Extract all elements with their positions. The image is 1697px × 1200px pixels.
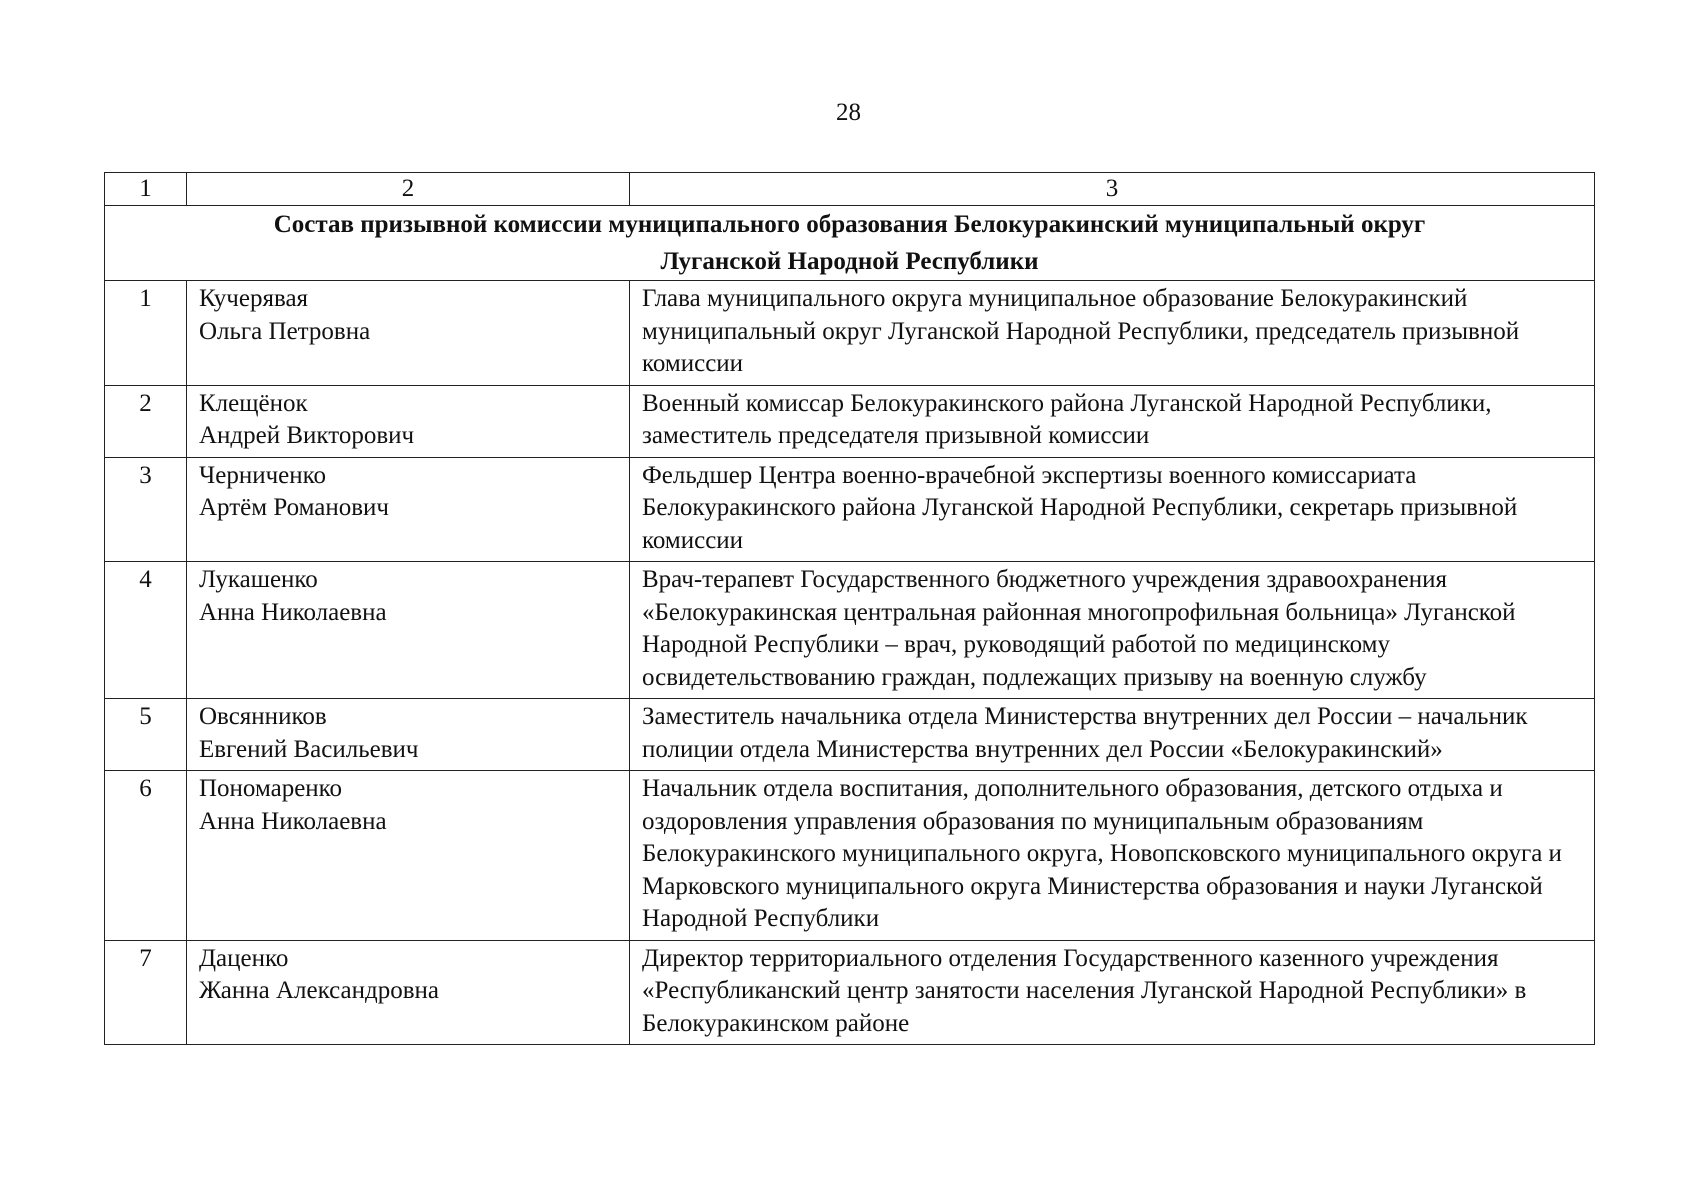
table-row bbox=[105, 385, 1595, 457]
table-row bbox=[105, 281, 1595, 386]
member-name bbox=[187, 457, 630, 562]
member-position: Военный комиссар Белокуракинского района Луганской Народной Республики, заместитель председателя призывной комиссии bbox=[630, 385, 1595, 457]
member-surname: Овсянников bbox=[199, 703, 327, 730]
column-number-2: 2 bbox=[187, 173, 630, 206]
member-position: Глава муниципального округа муниципальное образование Белокуракинский муниципальный округ Луганской Народной Республики, председатель призывной комиссии bbox=[630, 281, 1595, 386]
member-position: Директор территориального отделения Государственного казенного учреждения «Республиканский центр занятости населения Луганской Народной Республики» в Белокуракинском районе bbox=[630, 940, 1595, 1045]
member-given-names: Анна Николаевна bbox=[199, 807, 387, 835]
column-number-row bbox=[105, 173, 1595, 206]
section-title-line-1: Состав призывной комиссии муниципального образования Белокуракинский муниципальный округ bbox=[273, 211, 1426, 238]
member-name bbox=[187, 699, 630, 771]
row-number: 4 bbox=[105, 562, 187, 699]
member-surname: Кучерявая bbox=[199, 285, 309, 312]
column-number-1: 1 bbox=[105, 173, 187, 206]
member-given-names: Артём Романович bbox=[199, 494, 390, 521]
row-number: 6 bbox=[105, 771, 187, 941]
member-name bbox=[187, 940, 630, 1045]
row-number: 3 bbox=[105, 457, 187, 562]
member-given-names: Ольга Петровна bbox=[199, 317, 371, 345]
section-title-line-2: Луганской Народной Республики bbox=[660, 248, 1039, 275]
table-row bbox=[105, 771, 1595, 941]
member-surname: Даценко bbox=[199, 944, 289, 972]
member-name bbox=[187, 562, 630, 699]
member-given-names: Жанна Александровна bbox=[199, 977, 440, 1004]
member-surname: Пономаренко bbox=[199, 775, 343, 802]
member-position: Заместитель начальника отдела Министерства внутренних дел России – начальник полиции отдела Министерства внутренних дел России «Белокуракинский» bbox=[630, 699, 1595, 771]
member-name bbox=[187, 771, 630, 941]
member-name bbox=[187, 385, 630, 457]
member-given-names: Евгений Васильевич bbox=[199, 735, 419, 763]
section-title-row bbox=[105, 206, 1595, 281]
row-number: 1 bbox=[105, 281, 187, 386]
member-position: Фельдшер Центра военно-врачебной экспертизы военного комиссариата Белокуракинского района Луганской Народной Республики, секретарь призывной комиссии bbox=[630, 457, 1595, 562]
row-number: 2 bbox=[105, 385, 187, 457]
page-number: 28 bbox=[836, 99, 861, 126]
member-surname: Клещёнок bbox=[199, 389, 308, 417]
member-given-names: Анна Николаевна bbox=[199, 598, 387, 626]
table-row bbox=[105, 562, 1595, 699]
table-row bbox=[105, 940, 1595, 1045]
commission-table bbox=[104, 172, 1595, 1045]
member-position: Начальник отдела воспитания, дополнительного образования, детского отдыха и оздоровления управления образования по муниципальным образованиям Белокуракинского муниципального округа, Новопсковского муниципального округа и Марковского муниципального округа Министерства образования и науки Луганской Народной Республики bbox=[630, 771, 1595, 941]
member-name bbox=[187, 281, 630, 386]
member-given-names: Андрей Викторович bbox=[199, 422, 415, 449]
member-position: Врач-терапевт Государственного бюджетного учреждения здравоохранения «Белокуракинская центральная районная многопрофильная больница» Луганской Народной Республики – врач, руководящий работой по медицинскому освидетельствованию граждан, подлежащих призыву на военную службу bbox=[630, 562, 1595, 699]
table-row bbox=[105, 699, 1595, 771]
column-number-3: 3 bbox=[630, 173, 1595, 206]
row-number: 7 bbox=[105, 940, 187, 1045]
member-surname: Лукашенко bbox=[199, 566, 318, 593]
member-surname: Черниченко bbox=[199, 461, 327, 489]
section-title bbox=[105, 206, 1595, 281]
table-row bbox=[105, 457, 1595, 562]
row-number: 5 bbox=[105, 699, 187, 771]
